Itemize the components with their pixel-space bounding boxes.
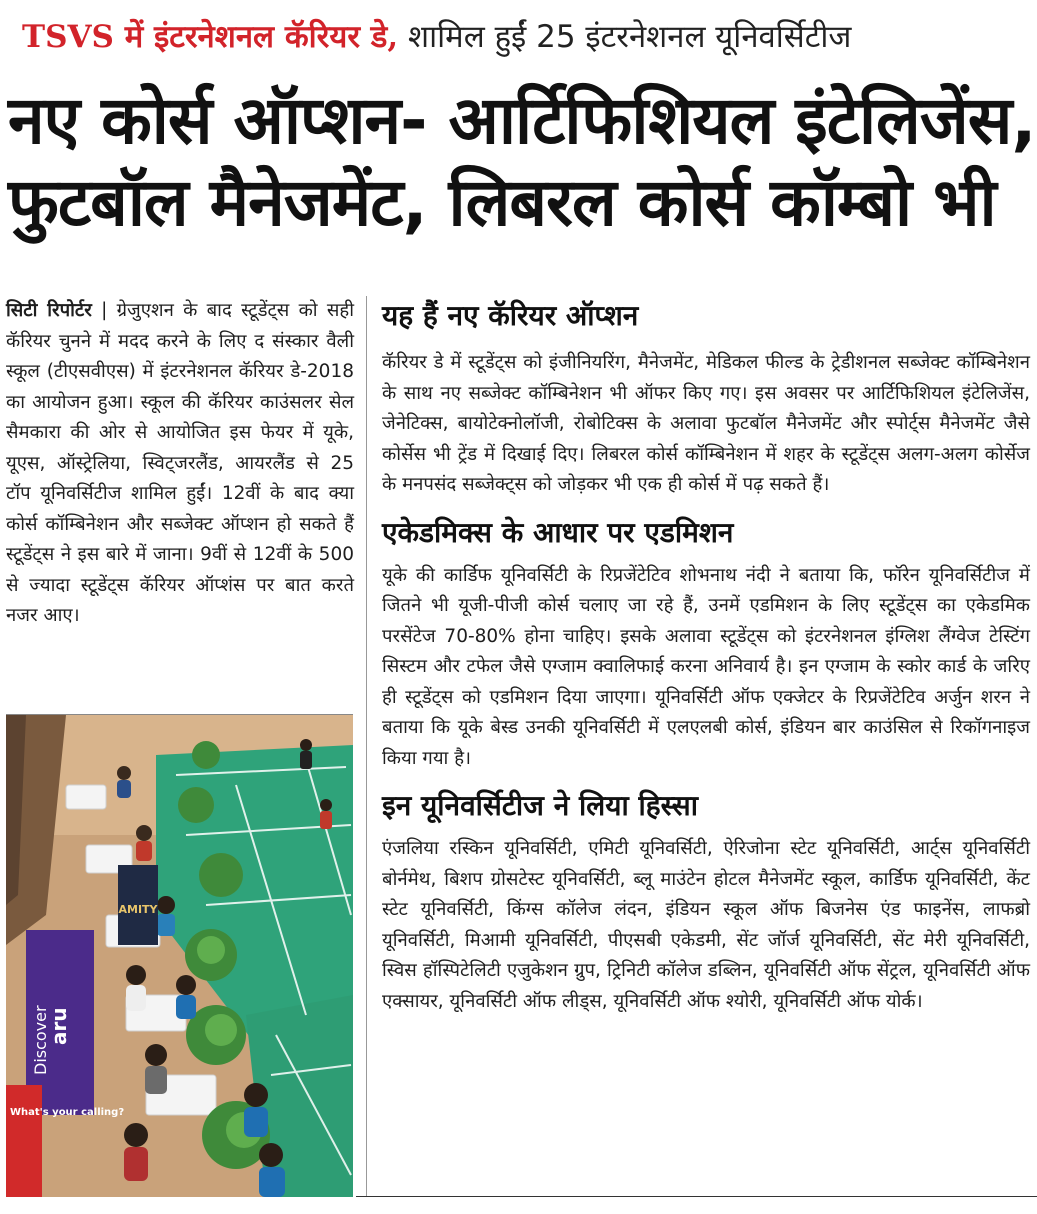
kicker-highlight: TSVS में इंटरनेशनल कॅरियर डे,: [22, 19, 399, 55]
amity-banner-text: AMITY: [118, 903, 158, 916]
byline-separator: |: [91, 300, 108, 321]
column-divider: [366, 296, 367, 1196]
intro-text: ग्रेजुएशन के बाद स्टूडेंट्स को सही कॅरियर चुनने में मदद करने के लिए द संस्कार वैली स्कूल (टीएसवीएस) में इंटरनेशनल कॅरियर डे-2018 का आयोजन हुआ। स्कूल की कॅरियर काउंसलर सेल सैमकारा की ओर से आयोजित इस फेयर में यूके, यूएस, ऑस्ट्रेलिया, स्विट्जरलैंड, आयरलैंड से 25 टॉप यूनिवर्सिटीज शामिल हुईं। 12वीं के बाद क्या कोर्स कॉम्बिनेशन और सब्जेक्ट ऑप्शन हो सकते हैं स्टूडेंट्स ने इस बारे में जाना। 9वीं से 12वीं के 500 से ज्यादा स्टूडेंट्स कॅरियर ऑप्शंस पर बात करते नजर आए।: [6, 300, 354, 626]
headline-line-2: फुटबॉल मैनेजमेंट, लिबरल कोर्स कॉम्बो भी: [8, 164, 996, 241]
bottom-rule: [356, 1196, 1037, 1197]
kicker: [22, 14, 1022, 60]
headline: [8, 80, 1036, 244]
byline: सिटी रिपोर्टर: [6, 300, 92, 321]
aru-banner-text: Discover: [31, 1005, 50, 1075]
aru-banner-logo: aru: [47, 1007, 71, 1045]
event-photo: [6, 714, 353, 1197]
section-body-admission: यूके की कार्डिफ यूनिवर्सिटी के रिप्रजेंटेटिव शोभनाथ नंदी ने बताया कि, फॉरेन यूनिवर्सिटीज में जितने भी यूजी-पीजी कोर्स चलाए जा रहे हैं, उनमें एडमिशन के लिए स्टूडेंट्स का एकेडमिक परसेंटेज 70-80% होना चाहिए। इसके अलावा स्टूडेंट्स को इंटरनेशनल इंग्लिश लैंग्वेज टेस्टिंग सिस्टम और टफेल जैसे एग्जाम क्वालिफाई करना अनिवार्य है। इन एग्जाम के स्कोर कार्ड के जरिए ही स्टूडेंट्स को एडमिशन दिया जाएगा। यूनिवर्सिटी ऑफ एक्जेटर के रिप्रजेंटेटिव अर्जुन शरन ने बताया कि यूके बेस्ड उनकी यूनिवर्सिटी में एलएलबी कोर्स, इंडियन बार काउंसिल से रिकॉगनाइज किया गया है।: [382, 564, 1030, 769]
section-title-new-career-options: यह हैं नए कॅरियर ऑप्शन: [382, 299, 639, 332]
calling-banner-text: What's your calling?: [10, 1107, 125, 1118]
section-title-universities: इन यूनिवर्सिटीज ने लिया हिस्सा: [382, 789, 698, 822]
kicker-text: शामिल हुईं 25 इंटरनेशनल यूनिवर्सिटीज: [398, 19, 852, 55]
article-right-column: [382, 296, 1030, 1017]
event-photo-illustration: [6, 715, 353, 1197]
section-title-admission: एकेडमिक्स के आधार पर एडमिशन: [382, 515, 734, 549]
intro-column: [6, 296, 354, 632]
headline-line-1: नए कोर्स ऑप्शन- आर्टिफिशियल इंटेलिजेंस,: [8, 82, 1036, 159]
section-body-universities: एंजलिया रस्किन यूनिवर्सिटी, एमिटी यूनिवर्सिटी, ऐरिजोना स्टेट यूनिवर्सिटी, आर्ट्स यूनिवर्सिटी बोर्नमेथ, बिशप ग्रोसटेस्ट यूनिवर्सिटी, ब्लू माउंटेन होटल मैनेजमेंट स्कूल, कार्डिफ यूनिवर्सिटी, केंट स्टेट यूनिवर्सिटी, किंग्स कॉलेज लंदन, इंडियन स्कूल ऑफ बिजनेस एंड फाइनेंस, लाफब्रो यूनिवर्सिटी, मिआमी यूनिवर्सिटी, पीएसबी एकेडमी, सेंट जॉर्ज यूनिवर्सिटी, सेंट मेरी यूनिवर्सिटी, स्विस हॉस्पिटेलिटी एजुकेशन ग्रुप, ट्रिनिटी कॉलेज डब्लिन, यूनिवर्सिटी ऑफ सेंट्रल, यूनिवर्सिटी ऑफ एक्सायर, यूनिवर्सिटी ऑफ लीड्स, यूनिवर्सिटी ऑफ श्योरी, यूनिवर्सिटी ऑफ योर्क।: [382, 838, 1030, 1012]
section-body-new-career-options: कॅरियर डे में स्टूडेंट्स को इंजीनियरिंग, मैनेजमेंट, मेडिकल फील्ड के ट्रेडीशनल सब्जेक्ट कॉम्बिनेशन के साथ नए सब्जेक्ट कॉम्बिनेशन भी ऑफर किए गए। इस अवसर पर आर्टिफिशियल इंटेलिजेंस, जेनेटिक्स, बायोटेक्नोलॉजी, रोबोटिक्स के अलावा फुटबॉल मैनेजमेंट और स्पोर्ट्स मैनेजमेंट जैसे कोर्सेस भी ट्रेंड में दिखाई दिए। लिबरल कोर्स कॉम्बिनेशन में शहर के स्टूडेंट्स अलग-अलग कोर्सेज के मनपसंद सब्जेक्ट्स को जोड़कर भी एक ही कोर्स में पढ़ सकते हैं।: [382, 352, 1030, 495]
